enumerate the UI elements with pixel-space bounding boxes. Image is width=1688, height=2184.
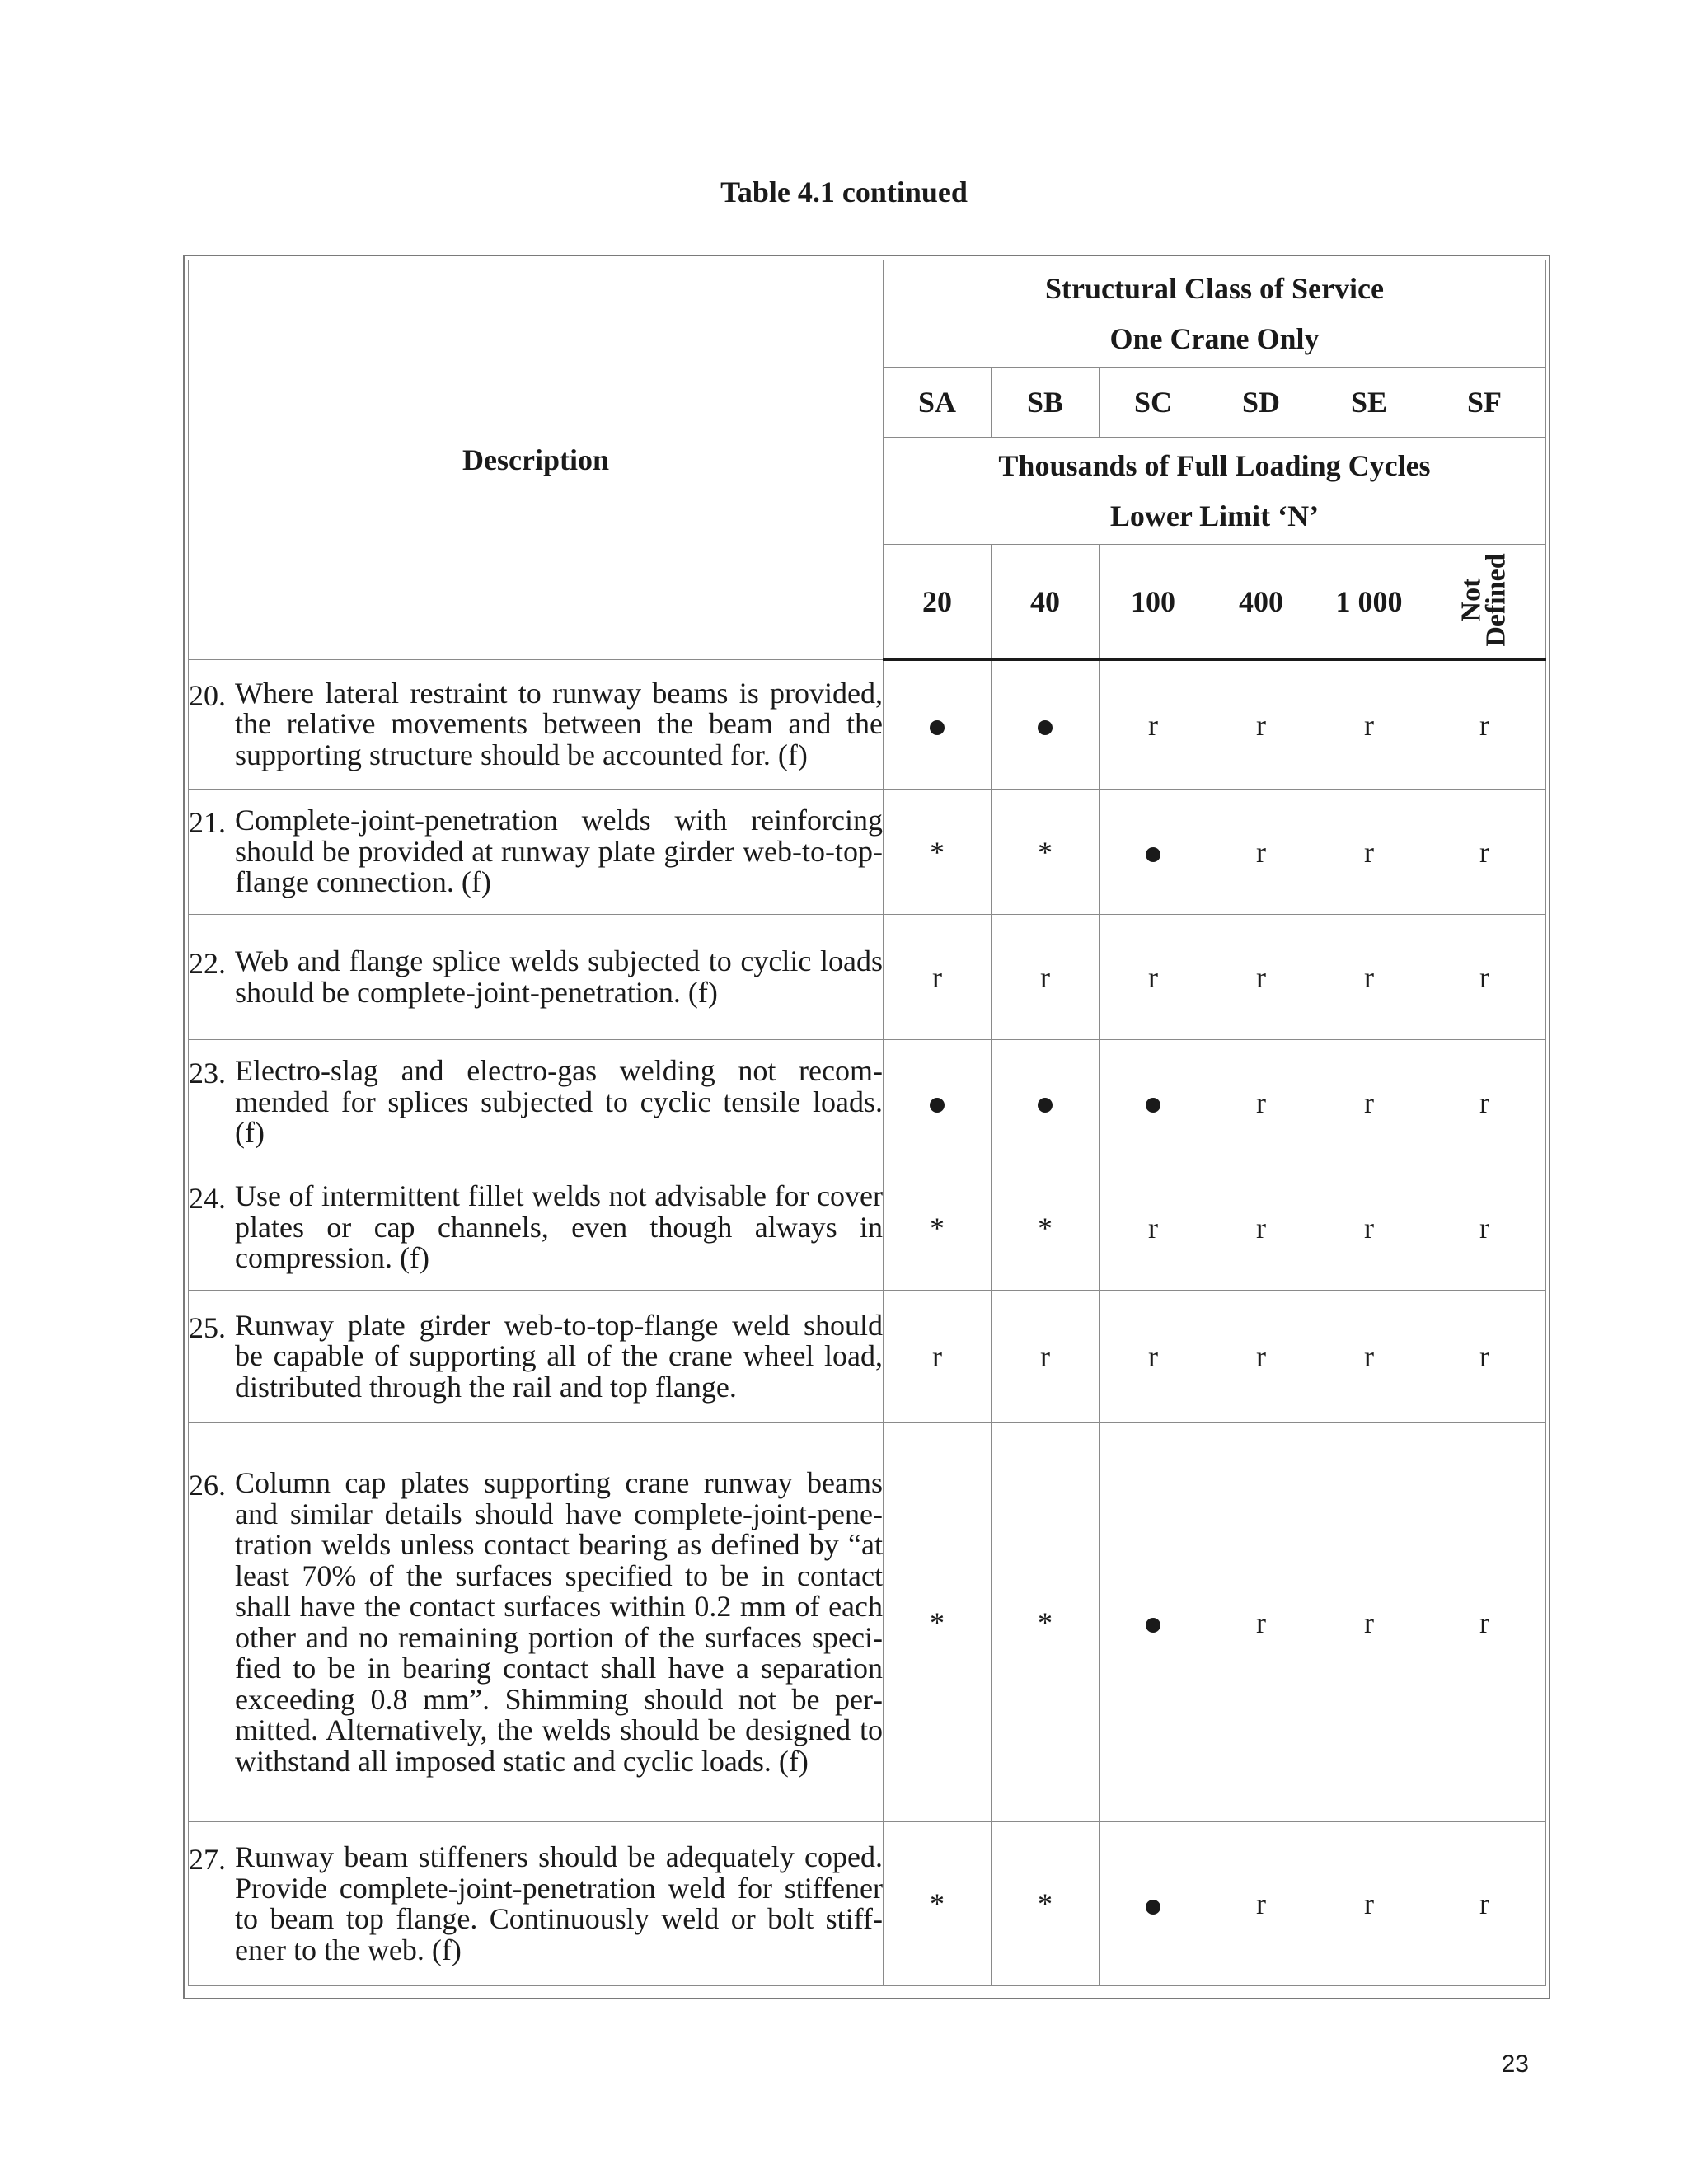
page-number: 23 [1501, 2050, 1529, 2078]
rating-cell [884, 790, 992, 915]
row-text: Web and flange splice welds subjected to cyclic loads should be complete-joint-penetration. (f) [235, 944, 883, 1009]
rating-cell [1100, 660, 1207, 790]
rating-cell [1423, 1822, 1546, 1986]
bullet-dot-icon [1146, 847, 1160, 862]
class-of-service-table [188, 260, 1546, 1986]
r-mark: r [1364, 1340, 1374, 1373]
rating-cell [884, 1822, 992, 1986]
row-description [189, 660, 884, 790]
rating-cell [992, 1165, 1100, 1291]
r-mark: r [1364, 1887, 1374, 1920]
not-defined-line1: Not [1456, 578, 1487, 622]
rating-cell [1207, 1165, 1315, 1291]
asterisk-mark: * [930, 1605, 945, 1639]
description-item [189, 946, 883, 1008]
row-text: Runway plate girder web-to-top-flange weld should be capable of supporting all of the crane wheel load, distributed through the rail and top flange. [235, 1308, 883, 1404]
rating-cell [1423, 1291, 1546, 1423]
rating-cell [1423, 1040, 1546, 1165]
class-sf: SF [1423, 368, 1546, 438]
r-mark: r [1040, 960, 1050, 994]
rating-cell [1207, 915, 1315, 1040]
r-mark: r [1479, 1887, 1489, 1920]
cycles-title-line2: Lower Limit ‘N’ [1109, 499, 1320, 532]
rating-cell [1100, 1423, 1207, 1822]
row-number: 27. [189, 1843, 226, 1876]
rating-cell [992, 915, 1100, 1040]
r-mark: r [1479, 708, 1489, 742]
r-mark: r [1256, 835, 1266, 869]
rating-cell [1207, 1040, 1315, 1165]
rating-cell [884, 1040, 992, 1165]
r-mark: r [932, 1340, 942, 1373]
rating-cell [1423, 915, 1546, 1040]
r-mark: r [1040, 1340, 1050, 1373]
description-item [189, 1468, 883, 1777]
r-mark: r [1479, 1605, 1489, 1639]
asterisk-mark: * [1038, 1211, 1053, 1244]
not-defined-line2: Defined [1480, 553, 1512, 647]
rating-cell [1315, 915, 1423, 1040]
table-caption: Table 4.1 continued [720, 176, 968, 209]
r-mark: r [1479, 1211, 1489, 1244]
description-item [189, 678, 883, 771]
rating-cell [1423, 660, 1546, 790]
row-text: Runway beam stiffeners should be adequately coped. Provide complete-joint-penetration weld for stiffener to beam top flange. Continuously weld or bolt stiffener to the web. (f) [235, 1840, 883, 1966]
rating-cell [992, 660, 1100, 790]
rating-cell [1100, 915, 1207, 1040]
rating-cell [992, 1040, 1100, 1165]
description-item [189, 805, 883, 898]
asterisk-mark: * [1038, 1887, 1053, 1920]
row-text: Column cap plates supporting crane runway beams and similar details should have complete-joint-penetration welds unless contact bearing as defined by “at least 70% of the surfaces specified to be in contact shall have the contact surfaces within 0.2 mm of each other and no remaining portion of the surfaces specified to be in bearing contact shall have a separation exceeding 0.8 mm”. Shimming should not be permitted. Alternatively, the welds should be designed to withstand all imposed static and cyclic loads. (f) [235, 1466, 883, 1778]
loading-cycles-header [884, 438, 1546, 545]
rating-cell [1100, 1165, 1207, 1291]
asterisk-mark: * [1038, 1605, 1053, 1639]
table-row [189, 1291, 1546, 1423]
r-mark: r [1148, 1340, 1158, 1373]
rating-cell [884, 915, 992, 1040]
rating-cell [1315, 1822, 1423, 1986]
class-sa: SA [884, 368, 992, 438]
rating-cell [1207, 790, 1315, 915]
rating-cell [1423, 1423, 1546, 1822]
asterisk-mark: * [930, 1887, 945, 1920]
r-mark: r [1479, 1340, 1489, 1373]
limit-sd: 400 [1207, 545, 1315, 660]
row-description [189, 1822, 884, 1986]
row-text: Where lateral restraint to runway beams is provided, the relative movements between the beam and the supporting structure should be accounted for. (f) [235, 676, 883, 771]
rating-cell [992, 1423, 1100, 1822]
r-mark: r [1364, 1085, 1374, 1119]
r-mark: r [1364, 1605, 1374, 1639]
rating-cell [1315, 790, 1423, 915]
rating-cell [1315, 1040, 1423, 1165]
table-body [189, 660, 1546, 1986]
row-number: 21. [189, 806, 226, 840]
class-sd: SD [1207, 368, 1315, 438]
bullet-dot-icon [930, 720, 945, 735]
r-mark: r [1256, 708, 1266, 742]
r-mark: r [1256, 1605, 1266, 1639]
r-mark: r [1479, 835, 1489, 869]
rating-cell [992, 790, 1100, 915]
limit-sb: 40 [992, 545, 1100, 660]
class-title-line2: One Crane Only [1109, 321, 1320, 355]
table-row [189, 1423, 1546, 1822]
table-row [189, 790, 1546, 915]
r-mark: r [1479, 1085, 1489, 1119]
bullet-dot-icon [1146, 1618, 1160, 1633]
r-mark: r [1256, 960, 1266, 994]
rating-cell [992, 1291, 1100, 1423]
rating-cell [884, 1291, 992, 1423]
rating-cell [1315, 1165, 1423, 1291]
rating-cell [884, 1165, 992, 1291]
description-item [189, 1181, 883, 1274]
row-number: 26. [189, 1469, 226, 1502]
bullet-dot-icon [1146, 1900, 1160, 1915]
row-text: Use of intermittent fillet welds not advisable for cover plates or cap channels, even though always in compression. (f) [235, 1179, 883, 1275]
bullet-dot-icon [1038, 1098, 1053, 1113]
rating-cell [1315, 660, 1423, 790]
rating-cell [884, 1423, 992, 1822]
r-mark: r [1256, 1887, 1266, 1920]
bullet-dot-icon [930, 1098, 945, 1113]
rating-cell [1100, 1822, 1207, 1986]
class-sb: SB [992, 368, 1100, 438]
class-sc: SC [1100, 368, 1207, 438]
bullet-dot-icon [1146, 1098, 1160, 1113]
rating-cell [1423, 790, 1546, 915]
r-mark: r [1148, 1211, 1158, 1244]
row-number: 24. [189, 1182, 226, 1216]
r-mark: r [1148, 708, 1158, 742]
r-mark: r [1479, 960, 1489, 994]
r-mark: r [1364, 708, 1374, 742]
limit-se: 1 000 [1315, 545, 1423, 660]
description-item [189, 1056, 883, 1149]
table-row [189, 660, 1546, 790]
r-mark: r [1364, 835, 1374, 869]
rating-cell [1207, 1291, 1315, 1423]
rating-cell [1207, 1822, 1315, 1986]
rating-cell [884, 660, 992, 790]
rating-cell [1100, 1291, 1207, 1423]
limit-sc: 100 [1100, 545, 1207, 660]
limit-sf [1423, 545, 1546, 660]
row-description [189, 915, 884, 1040]
row-number: 20. [189, 678, 226, 712]
class-se: SE [1315, 368, 1423, 438]
row-description [189, 1423, 884, 1822]
r-mark: r [1256, 1085, 1266, 1119]
r-mark: r [932, 960, 942, 994]
table-row [189, 1165, 1546, 1291]
row-number: 25. [189, 1310, 226, 1344]
class-of-service-header [884, 260, 1546, 368]
table-row [189, 1040, 1546, 1165]
description-item [189, 1842, 883, 1966]
row-number: 22. [189, 947, 226, 980]
rating-cell [1315, 1291, 1423, 1423]
r-mark: r [1256, 1211, 1266, 1244]
row-number: 23. [189, 1057, 226, 1090]
rating-cell [1207, 1423, 1315, 1822]
description-header: Description [189, 260, 884, 660]
row-text: Electro-slag and electro-gas welding not recommended for splices subjected to cyclic tensile loads. (f) [235, 1054, 883, 1150]
row-description [189, 1165, 884, 1291]
table-row [189, 1822, 1546, 1986]
rating-cell [1315, 1423, 1423, 1822]
limit-sa: 20 [884, 545, 992, 660]
r-mark: r [1148, 960, 1158, 994]
r-mark: r [1364, 1211, 1374, 1244]
table-row [189, 915, 1546, 1040]
r-mark: r [1256, 1340, 1266, 1373]
class-title-line1: Structural Class of Service [1045, 271, 1384, 305]
asterisk-mark: * [930, 835, 945, 869]
r-mark: r [1364, 960, 1374, 994]
rating-cell [1423, 1165, 1546, 1291]
row-text: Complete-joint-penetration welds with reinforcing should be provided at runway plate girder web-to-top-flange connection. (f) [235, 804, 883, 899]
asterisk-mark: * [930, 1211, 945, 1244]
asterisk-mark: * [1038, 835, 1053, 869]
rating-cell [1207, 660, 1315, 790]
rating-cell [1100, 1040, 1207, 1165]
bullet-dot-icon [1038, 720, 1053, 735]
rating-cell [992, 1822, 1100, 1986]
description-item [189, 1310, 883, 1404]
rating-cell [1100, 790, 1207, 915]
row-description [189, 790, 884, 915]
not-defined-label [1456, 553, 1512, 647]
cycles-title-line1: Thousands of Full Loading Cycles [998, 448, 1431, 482]
row-description [189, 1040, 884, 1165]
row-description [189, 1291, 884, 1423]
